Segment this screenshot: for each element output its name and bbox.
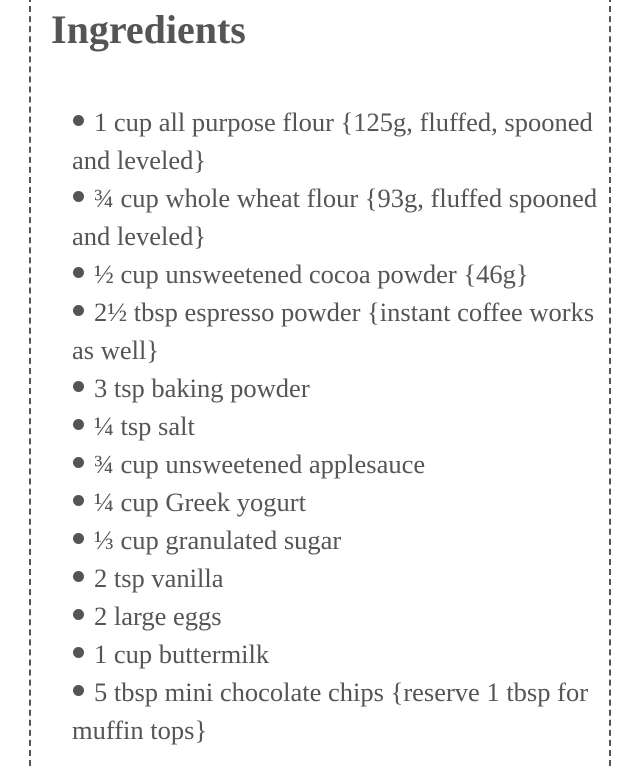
ingredient-item <box>72 407 607 445</box>
ingredient-item <box>72 445 607 483</box>
bullet-dot-icon <box>73 419 84 430</box>
ingredients-card <box>29 0 611 766</box>
bullet-dot-icon <box>73 457 84 468</box>
bullet-dot-icon <box>73 609 84 620</box>
bullet-dot-icon <box>73 533 84 544</box>
ingredient-item <box>72 179 607 255</box>
bullet-dot-icon <box>73 571 84 582</box>
ingredient-item <box>72 559 607 597</box>
ingredient-item <box>72 597 607 635</box>
ingredient-text: 1 cup buttermilk <box>94 639 270 669</box>
bullet-dot-icon <box>73 495 84 506</box>
ingredient-item <box>72 369 607 407</box>
ingredient-item <box>72 103 607 179</box>
bullet-dot-icon <box>73 305 84 316</box>
ingredient-text: ¼ cup Greek yogurt <box>94 487 306 517</box>
ingredient-text: ½ cup unsweetened cocoa powder {46g} <box>94 259 529 289</box>
ingredient-text: 2 tsp vanilla <box>94 563 224 593</box>
ingredient-text: 2 large eggs <box>94 601 222 631</box>
ingredient-item <box>72 483 607 521</box>
ingredient-text: ⅓ cup granulated sugar <box>94 525 342 555</box>
bullet-dot-icon <box>73 115 84 126</box>
bullet-dot-icon <box>73 685 84 696</box>
ingredient-text: ¼ tsp salt <box>94 411 195 441</box>
ingredient-item <box>72 255 607 293</box>
ingredient-text: 1 cup all purpose flour {125g, fluffed, spooned and leveled} <box>72 107 593 175</box>
ingredient-text: 3 tsp baking powder <box>94 373 310 403</box>
ingredient-item <box>72 293 607 369</box>
section-title: Ingredients <box>51 7 246 52</box>
bullet-dot-icon <box>73 647 84 658</box>
bullet-dot-icon <box>73 381 84 392</box>
ingredient-list <box>72 103 607 749</box>
ingredient-item <box>72 673 607 749</box>
ingredient-text: 2½ tbsp espresso powder {instant coffee works as well} <box>72 297 595 365</box>
ingredient-item <box>72 635 607 673</box>
ingredient-text: ¾ cup whole wheat flour {93g, fluffed spooned and leveled} <box>72 183 598 251</box>
bullet-dot-icon <box>73 267 84 278</box>
ingredient-item <box>72 521 607 559</box>
ingredient-text: 5 tbsp mini chocolate chips {reserve 1 tbsp for muffin tops} <box>72 677 589 745</box>
bullet-dot-icon <box>73 191 84 202</box>
ingredient-text: ¾ cup unsweetened applesauce <box>94 449 426 479</box>
